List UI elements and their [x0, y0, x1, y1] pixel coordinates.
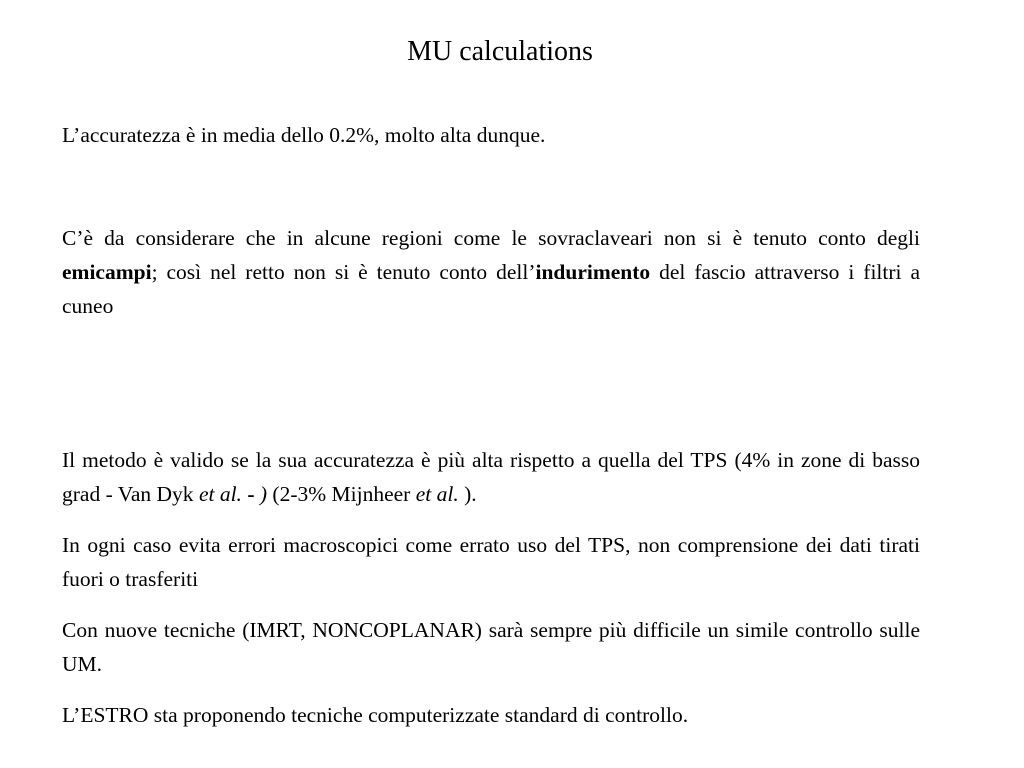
paragraph-accuracy-text: L’accuratezza è in media dello 0.2%, molto alta dunque. — [62, 123, 546, 147]
text-run: C’è da considerare che in alcune regioni come le sovraclaveari non si è tenuto conto degli — [62, 226, 920, 250]
italic-et-al: et al. — [198, 482, 242, 506]
paragraph-estro-text: L’ESTRO sta proponendo tecniche computerizzate standard di controllo. — [62, 703, 689, 727]
paragraph-considerations-text — [62, 221, 920, 323]
bold-term-emicampi: emicampi — [62, 260, 152, 284]
paragraph-accuracy — [62, 118, 920, 152]
text-run: Il metodo è valido se la sua accuratezza è più alta rispetto a quella del TPS (4% in zone di basso grad - Van Dyk — [62, 448, 920, 506]
italic-et-al: et al. — [415, 482, 459, 506]
bold-dash: - — [247, 482, 255, 506]
paragraph-estro — [62, 698, 920, 732]
italic-paren: ) — [259, 482, 268, 506]
slide-title: MU calculations — [407, 36, 593, 67]
text-run: (2-3% Mijnheer — [267, 482, 416, 506]
text-run: del fascio attraverso i filtri a cuneo — [62, 260, 921, 318]
paragraph-validity-text — [62, 443, 920, 511]
bold-term-indurimento: indurimento — [535, 260, 651, 284]
paragraph-techniques-text: Con nuove tecniche (IMRT, NONCOPLANAR) sarà sempre più difficile un simile controllo sulle UM. — [62, 618, 920, 676]
paragraph-validity — [62, 443, 920, 511]
paragraph-errors-text: In ogni caso evita errori macroscopici come errato uso del TPS, non comprensione dei dati tirati fuori o trasferiti — [62, 533, 920, 591]
paragraph-considerations — [62, 221, 920, 323]
text-run: ). — [458, 482, 477, 506]
paragraph-techniques — [62, 613, 920, 681]
paragraph-errors — [62, 528, 920, 596]
text-run: ; così nel retto non si è tenuto conto dell’ — [151, 260, 536, 284]
